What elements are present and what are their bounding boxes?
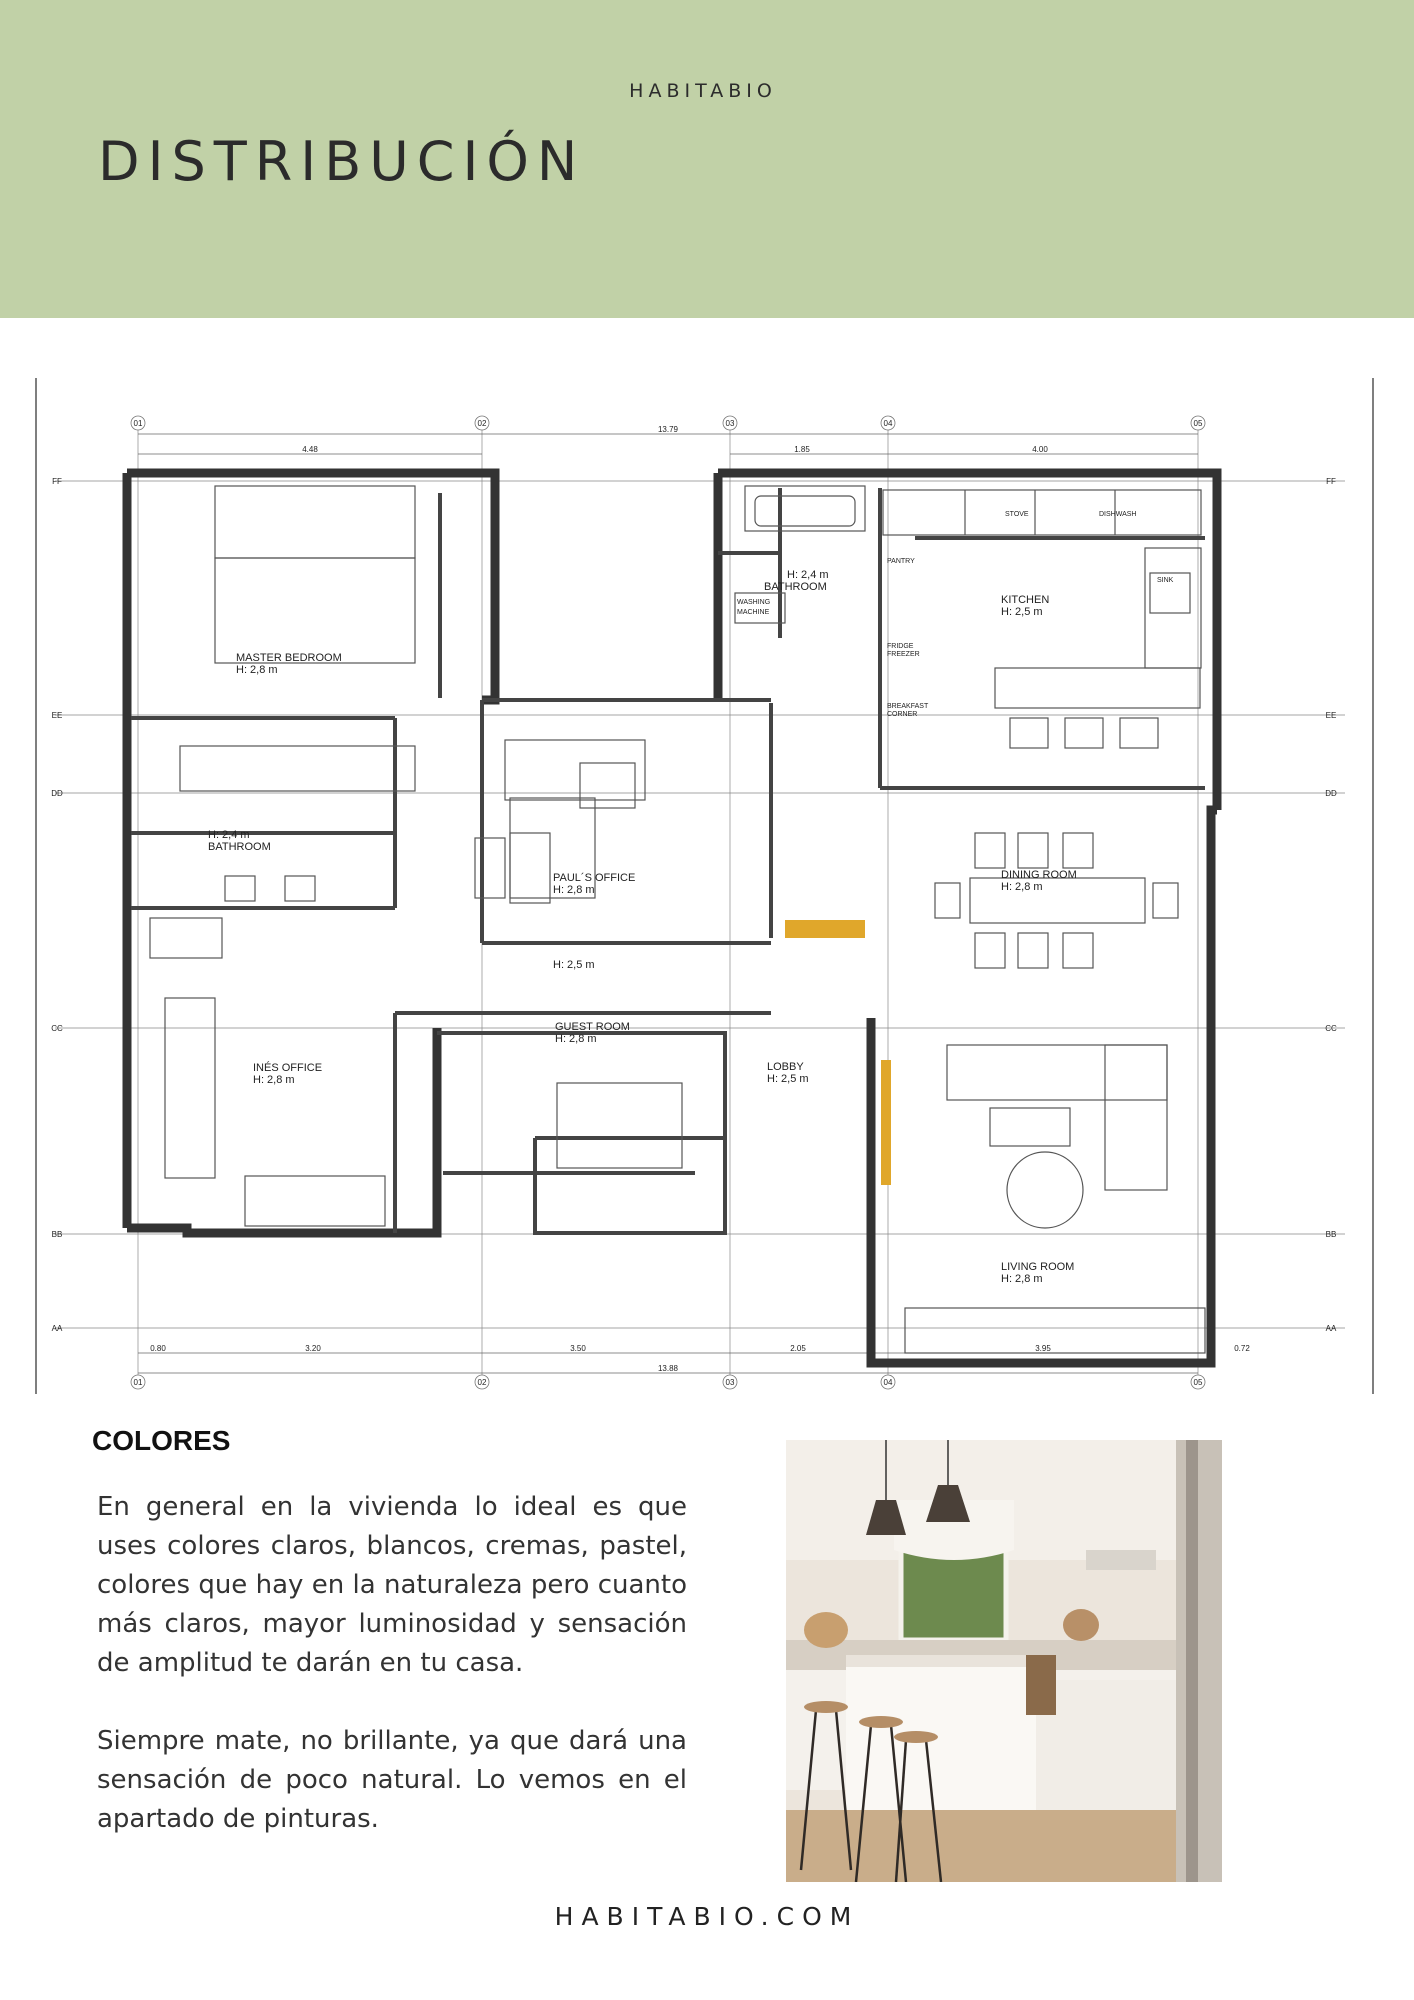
axis-top-2: 02	[477, 419, 487, 428]
fixture-stove: STOVE	[1005, 511, 1029, 518]
kitchen-photo	[786, 1440, 1222, 1882]
room-bathroom-1: BATHROOM	[208, 841, 271, 853]
room-bathroom-2-height: H: 2,4 m	[787, 569, 829, 581]
page-title: DISTRIBUCIÓN	[98, 130, 586, 193]
dim-bottom-1: 0.80	[150, 1344, 166, 1353]
footer-website: HABITABIO.COM	[554, 1902, 860, 1931]
dim-bottom-6: 0.72	[1234, 1344, 1250, 1353]
colores-heading: COLORES	[92, 1425, 231, 1456]
fixture-dishwash: DISHWASH	[1099, 511, 1137, 518]
fixture-freezer: FREEZER	[887, 651, 920, 658]
axis-bottom-5: 05	[1193, 1378, 1203, 1387]
axis-left-cc: CC	[51, 1024, 63, 1033]
axis-top-1: 01	[133, 419, 143, 428]
room-lobby-height: H: 2,5 m	[767, 1073, 809, 1085]
room-bathroom-1-height: H: 2,4 m	[208, 829, 250, 841]
dim-total-bottom: 13.88	[657, 1364, 679, 1373]
dim-bottom-3: 3.50	[570, 1344, 586, 1353]
fixture-sink: SINK	[1157, 577, 1174, 584]
fixture-corner: CORNER	[887, 711, 918, 718]
axis-top-5: 05	[1193, 419, 1203, 428]
axis-left-ee: EE	[51, 711, 63, 720]
axis-left-aa: AA	[51, 1324, 63, 1333]
accent-opening-2	[881, 1060, 891, 1185]
axis-top-3: 03	[725, 419, 735, 428]
room-dining-height: H: 2,8 m	[1001, 881, 1043, 893]
fixture-breakfast: BREAKFAST	[887, 703, 929, 710]
colores-paragraph-2: Siempre mate, no brillante, ya que dará una sensación de poco natural. Lo vemos en el apartado de pinturas.	[97, 1726, 687, 1834]
room-dining: DINING ROOM	[1001, 869, 1077, 881]
axis-top-4: 04	[883, 419, 893, 428]
dim-top-left: 4.48	[302, 445, 318, 454]
room-living: LIVING ROOM	[1001, 1261, 1075, 1273]
fixture-pantry: PANTRY	[887, 558, 915, 565]
room-guest: GUEST ROOM	[555, 1021, 630, 1033]
axis-left-bb: BB	[51, 1230, 63, 1239]
fixture-fridge: FRIDGE	[887, 643, 914, 650]
axis-bottom-3: 03	[725, 1378, 735, 1387]
axis-left-dd: DD	[51, 789, 63, 798]
accent-opening-1	[785, 920, 865, 938]
fixture-machine: MACHINE	[737, 609, 770, 616]
room-ines-office-height: H: 2,8 m	[253, 1074, 295, 1086]
fixture-washing: WASHING	[737, 599, 771, 606]
axis-bottom-1: 01	[133, 1378, 143, 1387]
dim-bottom-5: 3.95	[1035, 1344, 1051, 1353]
header-banner	[0, 0, 1414, 318]
floor-plan	[35, 378, 1375, 1394]
room-kitchen: KITCHEN	[1001, 594, 1050, 606]
room-pauls-office: PAUL´S OFFICE	[553, 872, 636, 884]
axis-right-aa: AA	[1325, 1324, 1337, 1333]
axis-right-ee: EE	[1325, 711, 1337, 720]
dim-total-top: 13.79	[657, 425, 679, 434]
axis-left-ff: FF	[52, 477, 62, 486]
axis-right-cc: CC	[1325, 1024, 1337, 1033]
room-master-bedroom-height: H: 2,8 m	[236, 664, 278, 676]
dim-top-right: 4.00	[1032, 445, 1048, 454]
axis-right-dd: DD	[1325, 789, 1337, 798]
dim-bottom-2: 3.20	[305, 1344, 321, 1353]
room-living-height: H: 2,8 m	[1001, 1273, 1043, 1285]
dim-bottom-4: 2.05	[790, 1344, 806, 1353]
room-kitchen-height: H: 2,5 m	[1001, 606, 1043, 618]
room-pauls-office-height: H: 2,8 m	[553, 884, 595, 896]
axis-right-bb: BB	[1325, 1230, 1337, 1239]
room-ines-office: INÉS OFFICE	[253, 1062, 323, 1074]
dim-top-mid: 1.85	[794, 445, 810, 454]
room-master-bedroom: MASTER BEDROOM	[236, 652, 342, 664]
room-lobby: LOBBY	[767, 1061, 804, 1073]
axis-bottom-2: 02	[477, 1378, 487, 1387]
axis-right-ff: FF	[1326, 477, 1336, 486]
colores-paragraph-1: En general en la vivienda lo ideal es que uses colores claros, blancos, cremas, pastel, colores que hay en la naturaleza pero cuanto más claros, mayor luminosidad y sensación de amplitud te darán en tu casa.	[97, 1492, 687, 1678]
room-guest-height: H: 2,8 m	[555, 1033, 597, 1045]
axis-bottom-4: 04	[883, 1378, 893, 1387]
corridor-height: H: 2,5 m	[553, 959, 595, 971]
brand-name: HABITABIO	[629, 80, 777, 102]
room-bathroom-2: BATHROOM	[764, 581, 827, 593]
